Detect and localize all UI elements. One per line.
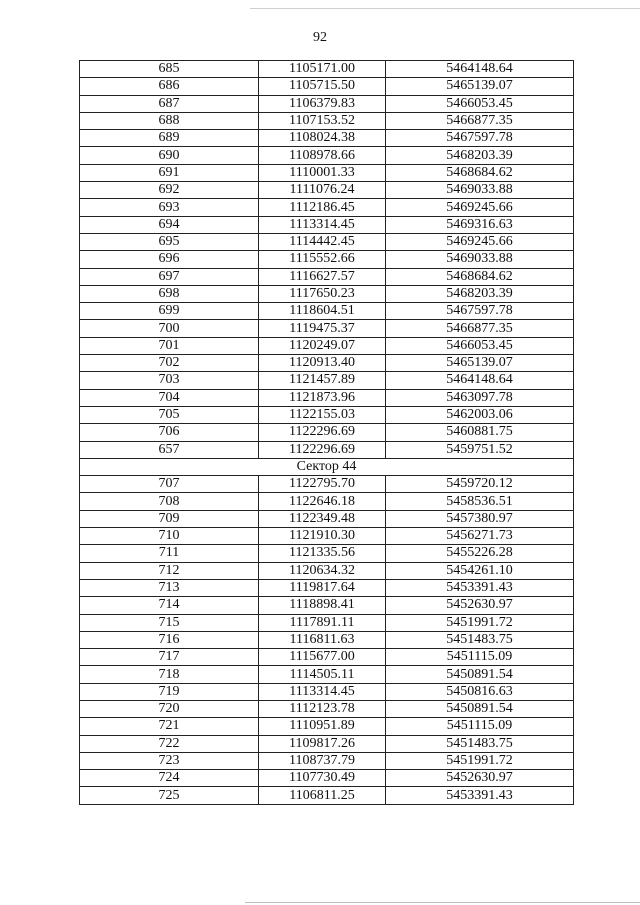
y-coordinate-cell: 5466053.45 xyxy=(386,95,574,112)
section-title: Сектор 44 xyxy=(80,458,574,475)
table-row xyxy=(80,147,574,164)
point-number-cell: 709 xyxy=(80,510,259,527)
point-number-cell: 686 xyxy=(80,78,259,95)
y-coordinate-cell: 5468684.62 xyxy=(386,164,574,181)
point-number-cell: 703 xyxy=(80,372,259,389)
y-coordinate-cell: 5457380.97 xyxy=(386,510,574,527)
point-number-cell: 705 xyxy=(80,406,259,423)
point-number-cell: 692 xyxy=(80,182,259,199)
point-number-cell: 707 xyxy=(80,476,259,493)
table-row xyxy=(80,683,574,700)
point-number-cell: 690 xyxy=(80,147,259,164)
x-coordinate-cell: 1110951.89 xyxy=(259,718,386,735)
x-coordinate-cell: 1111076.24 xyxy=(259,182,386,199)
scan-edge-line-top xyxy=(250,8,640,9)
y-coordinate-cell: 5462003.06 xyxy=(386,406,574,423)
table-row xyxy=(80,579,574,596)
y-coordinate-cell: 5464148.64 xyxy=(386,372,574,389)
y-coordinate-cell: 5450891.54 xyxy=(386,666,574,683)
x-coordinate-cell: 1112123.78 xyxy=(259,700,386,717)
y-coordinate-cell: 5455226.28 xyxy=(386,545,574,562)
table-row xyxy=(80,597,574,614)
table-row xyxy=(80,545,574,562)
table-row xyxy=(80,631,574,648)
point-number-cell: 698 xyxy=(80,285,259,302)
table-row xyxy=(80,510,574,527)
table-row xyxy=(80,199,574,216)
table-row xyxy=(80,130,574,147)
table-row xyxy=(80,735,574,752)
table-row xyxy=(80,372,574,389)
point-number-cell: 701 xyxy=(80,337,259,354)
x-coordinate-cell: 1122795.70 xyxy=(259,476,386,493)
table-row xyxy=(80,112,574,129)
y-coordinate-cell: 5453391.43 xyxy=(386,787,574,804)
point-number-cell: 708 xyxy=(80,493,259,510)
point-number-cell: 689 xyxy=(80,130,259,147)
y-coordinate-cell: 5460881.75 xyxy=(386,424,574,441)
point-number-cell: 718 xyxy=(80,666,259,683)
point-number-cell: 725 xyxy=(80,787,259,804)
point-number-cell: 720 xyxy=(80,700,259,717)
point-number-cell: 723 xyxy=(80,752,259,769)
x-coordinate-cell: 1109817.26 xyxy=(259,735,386,752)
x-coordinate-cell: 1114505.11 xyxy=(259,666,386,683)
table-row xyxy=(80,355,574,372)
x-coordinate-cell: 1113314.45 xyxy=(259,683,386,700)
y-coordinate-cell: 5467597.78 xyxy=(386,303,574,320)
coordinates-table xyxy=(79,60,574,805)
table-row xyxy=(80,424,574,441)
x-coordinate-cell: 1121457.89 xyxy=(259,372,386,389)
table-row xyxy=(80,476,574,493)
x-coordinate-cell: 1106379.83 xyxy=(259,95,386,112)
y-coordinate-cell: 5451115.09 xyxy=(386,649,574,666)
point-number-cell: 721 xyxy=(80,718,259,735)
table-row xyxy=(80,649,574,666)
x-coordinate-cell: 1117891.11 xyxy=(259,614,386,631)
x-coordinate-cell: 1120913.40 xyxy=(259,355,386,372)
x-coordinate-cell: 1117650.23 xyxy=(259,285,386,302)
x-coordinate-cell: 1121910.30 xyxy=(259,528,386,545)
x-coordinate-cell: 1116627.57 xyxy=(259,268,386,285)
x-coordinate-cell: 1122296.69 xyxy=(259,424,386,441)
y-coordinate-cell: 5468203.39 xyxy=(386,147,574,164)
table-row xyxy=(80,441,574,458)
table-row xyxy=(80,61,574,78)
y-coordinate-cell: 5469033.88 xyxy=(386,182,574,199)
table-row xyxy=(80,770,574,787)
y-coordinate-cell: 5450891.54 xyxy=(386,700,574,717)
table-row xyxy=(80,95,574,112)
x-coordinate-cell: 1107730.49 xyxy=(259,770,386,787)
table-row xyxy=(80,614,574,631)
y-coordinate-cell: 5452630.97 xyxy=(386,770,574,787)
section-header-row xyxy=(80,458,574,475)
table-row xyxy=(80,164,574,181)
x-coordinate-cell: 1122646.18 xyxy=(259,493,386,510)
point-number-cell: 697 xyxy=(80,268,259,285)
y-coordinate-cell: 5464148.64 xyxy=(386,61,574,78)
table-row xyxy=(80,337,574,354)
point-number-cell: 717 xyxy=(80,649,259,666)
y-coordinate-cell: 5451991.72 xyxy=(386,752,574,769)
point-number-cell: 706 xyxy=(80,424,259,441)
point-number-cell: 716 xyxy=(80,631,259,648)
x-coordinate-cell: 1105171.00 xyxy=(259,61,386,78)
y-coordinate-cell: 5466877.35 xyxy=(386,320,574,337)
point-number-cell: 714 xyxy=(80,597,259,614)
y-coordinate-cell: 5452630.97 xyxy=(386,597,574,614)
x-coordinate-cell: 1116811.63 xyxy=(259,631,386,648)
x-coordinate-cell: 1118604.51 xyxy=(259,303,386,320)
y-coordinate-cell: 5451483.75 xyxy=(386,735,574,752)
y-coordinate-cell: 5469033.88 xyxy=(386,251,574,268)
x-coordinate-cell: 1119475.37 xyxy=(259,320,386,337)
table-row xyxy=(80,251,574,268)
y-coordinate-cell: 5454261.10 xyxy=(386,562,574,579)
x-coordinate-cell: 1105715.50 xyxy=(259,78,386,95)
point-number-cell: 685 xyxy=(80,61,259,78)
x-coordinate-cell: 1113314.45 xyxy=(259,216,386,233)
y-coordinate-cell: 5468203.39 xyxy=(386,285,574,302)
point-number-cell: 700 xyxy=(80,320,259,337)
x-coordinate-cell: 1107153.52 xyxy=(259,112,386,129)
point-number-cell: 688 xyxy=(80,112,259,129)
table-row xyxy=(80,528,574,545)
x-coordinate-cell: 1106811.25 xyxy=(259,787,386,804)
point-number-cell: 694 xyxy=(80,216,259,233)
y-coordinate-cell: 5456271.73 xyxy=(386,528,574,545)
y-coordinate-cell: 5465139.07 xyxy=(386,355,574,372)
y-coordinate-cell: 5451115.09 xyxy=(386,718,574,735)
table-row xyxy=(80,493,574,510)
point-number-cell: 712 xyxy=(80,562,259,579)
point-number-cell: 704 xyxy=(80,389,259,406)
table-row xyxy=(80,406,574,423)
point-number-cell: 715 xyxy=(80,614,259,631)
y-coordinate-cell: 5459720.12 xyxy=(386,476,574,493)
y-coordinate-cell: 5469245.66 xyxy=(386,233,574,250)
point-number-cell: 695 xyxy=(80,233,259,250)
x-coordinate-cell: 1114442.45 xyxy=(259,233,386,250)
table-row xyxy=(80,285,574,302)
x-coordinate-cell: 1115552.66 xyxy=(259,251,386,268)
x-coordinate-cell: 1108737.79 xyxy=(259,752,386,769)
table-row xyxy=(80,182,574,199)
x-coordinate-cell: 1112186.45 xyxy=(259,199,386,216)
scan-edge-line-bottom xyxy=(245,902,640,903)
x-coordinate-cell: 1118898.41 xyxy=(259,597,386,614)
x-coordinate-cell: 1120249.07 xyxy=(259,337,386,354)
y-coordinate-cell: 5463097.78 xyxy=(386,389,574,406)
y-coordinate-cell: 5465139.07 xyxy=(386,78,574,95)
x-coordinate-cell: 1122296.69 xyxy=(259,441,386,458)
x-coordinate-cell: 1108024.38 xyxy=(259,130,386,147)
x-coordinate-cell: 1122349.48 xyxy=(259,510,386,527)
x-coordinate-cell: 1119817.64 xyxy=(259,579,386,596)
point-number-cell: 711 xyxy=(80,545,259,562)
y-coordinate-cell: 5459751.52 xyxy=(386,441,574,458)
x-coordinate-cell: 1122155.03 xyxy=(259,406,386,423)
coordinates-table-body xyxy=(80,61,574,805)
table-row xyxy=(80,389,574,406)
table-row xyxy=(80,78,574,95)
point-number-cell: 696 xyxy=(80,251,259,268)
table-row xyxy=(80,562,574,579)
table-row xyxy=(80,303,574,320)
point-number-cell: 657 xyxy=(80,441,259,458)
y-coordinate-cell: 5451483.75 xyxy=(386,631,574,648)
y-coordinate-cell: 5468684.62 xyxy=(386,268,574,285)
point-number-cell: 713 xyxy=(80,579,259,596)
point-number-cell: 719 xyxy=(80,683,259,700)
x-coordinate-cell: 1115677.00 xyxy=(259,649,386,666)
x-coordinate-cell: 1108978.66 xyxy=(259,147,386,164)
y-coordinate-cell: 5450816.63 xyxy=(386,683,574,700)
table-row xyxy=(80,216,574,233)
table-row xyxy=(80,233,574,250)
y-coordinate-cell: 5453391.43 xyxy=(386,579,574,596)
point-number-cell: 687 xyxy=(80,95,259,112)
y-coordinate-cell: 5466877.35 xyxy=(386,112,574,129)
table-row xyxy=(80,320,574,337)
table-row xyxy=(80,787,574,804)
y-coordinate-cell: 5469245.66 xyxy=(386,199,574,216)
table-row xyxy=(80,718,574,735)
point-number-cell: 691 xyxy=(80,164,259,181)
point-number-cell: 722 xyxy=(80,735,259,752)
y-coordinate-cell: 5451991.72 xyxy=(386,614,574,631)
page-number: 92 xyxy=(313,30,327,45)
table-row xyxy=(80,268,574,285)
y-coordinate-cell: 5467597.78 xyxy=(386,130,574,147)
x-coordinate-cell: 1121873.96 xyxy=(259,389,386,406)
y-coordinate-cell: 5458536.51 xyxy=(386,493,574,510)
x-coordinate-cell: 1121335.56 xyxy=(259,545,386,562)
y-coordinate-cell: 5469316.63 xyxy=(386,216,574,233)
x-coordinate-cell: 1110001.33 xyxy=(259,164,386,181)
point-number-cell: 699 xyxy=(80,303,259,320)
table-row xyxy=(80,700,574,717)
point-number-cell: 693 xyxy=(80,199,259,216)
table-row xyxy=(80,666,574,683)
y-coordinate-cell: 5466053.45 xyxy=(386,337,574,354)
table-row xyxy=(80,752,574,769)
x-coordinate-cell: 1120634.32 xyxy=(259,562,386,579)
point-number-cell: 702 xyxy=(80,355,259,372)
point-number-cell: 724 xyxy=(80,770,259,787)
point-number-cell: 710 xyxy=(80,528,259,545)
